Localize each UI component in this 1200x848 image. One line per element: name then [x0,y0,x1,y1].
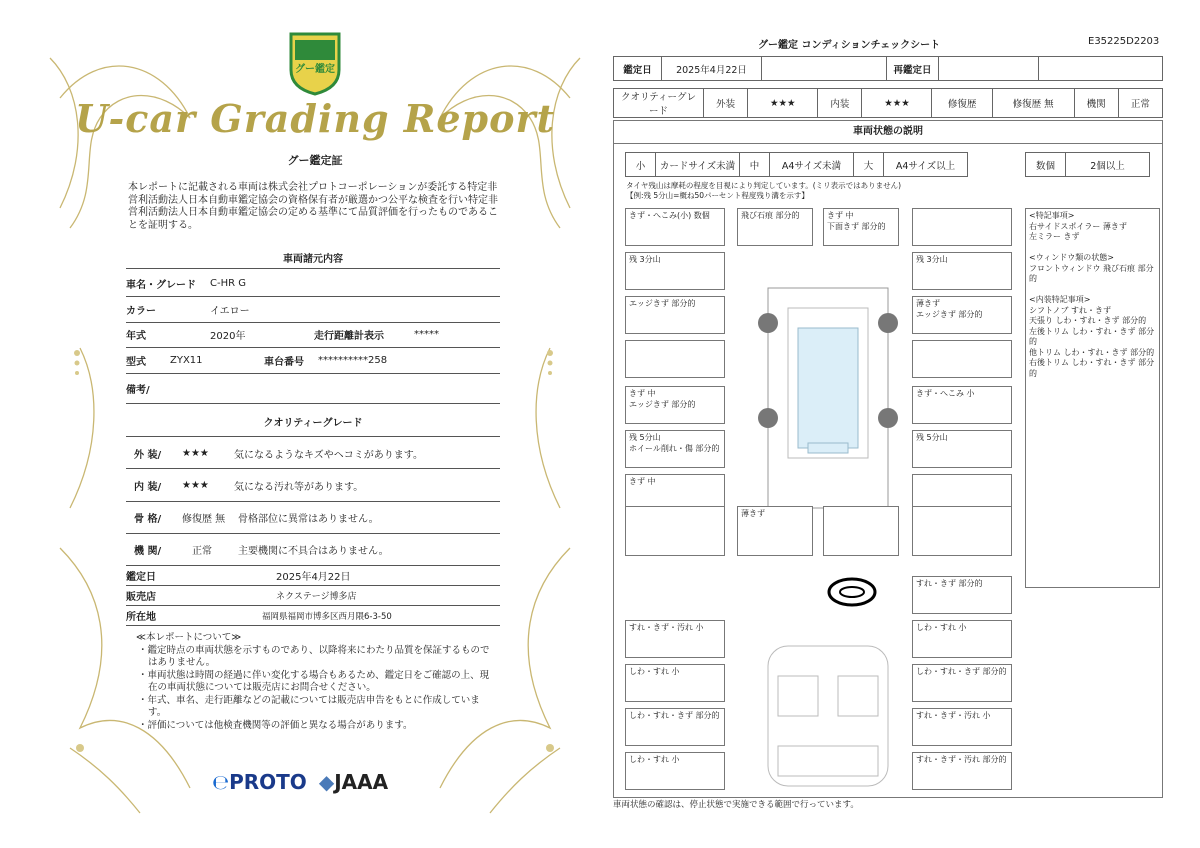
note-item: ・年式、車名、走行距離などの記載については販売店申告をもとに作成しています。 [138,694,480,718]
exterior-box [912,506,1012,556]
sheet-footer: 車両状態の確認は、停止状態で実施できる範囲で行っています。 [613,800,859,810]
exterior-box: きず・へこみ 小 [912,386,1012,424]
sheet-title: グー鑑定 コンディションチェックシート [758,40,941,51]
model-value: ZYX11 [170,355,203,366]
date-value: 2025年4月22日 [662,57,762,81]
exterior-box: 残 3分山 [912,252,1012,290]
engine-value: 正常 [192,546,212,557]
engine-label: 機関 [1074,89,1118,118]
notes-title: ≪本レポートについて≫ [136,632,242,643]
special-notes: <特記事項> 右サイドスポイラー 薄きず 左ミラー きず <ウィンドウ類の状態> フロントウィンドウ 飛び石痕 部分的 <内装特記事項> シフトノブ すれ・きず 天張り しわ・すれ・きず 部分的 左後トリム しわ・すれ・きず 部分的 他トリム しわ・すれ・きず 部分的 右後トリム しわ・すれ・きず 部分的 [1025,208,1160,588]
engine-label: 機 関/ [134,546,162,557]
intro-text: 本レポートに記載される車両は株式会社プロトコーポレーションが委託する特定非営利活動法人日本自動車鑑定協会の資格保有者が厳選かつ公平な検査を行い特定非営利活動法人日本自動車鑑定協会の定める基準にて品質評価を行ったものであることを証明する。 [128,182,498,231]
engine-value: 正常 [1118,89,1162,118]
proto-logo: ℮PROTO [212,770,307,794]
grade-row-frame [126,502,500,534]
legend-item: A4サイズ以上 [884,153,968,177]
tire-note-example: 【例:残 5分山=概ね50パーセント程度残り溝を示す】 [626,191,809,200]
legend-item: 中 [740,153,770,177]
quality-section-title: クオリティーグレード [263,418,363,429]
tire-note: タイヤ残山は摩耗の程度を目視により判定しています。(ミリ表示ではありません) [626,181,902,190]
exterior-box: 残 3分山 [625,252,725,290]
spec-row-remarks [126,374,500,404]
exterior-box: きず 中 下面きず 部分的 [823,208,899,246]
qg-label: クオリティーグレード [614,89,704,118]
state-title: 車両状態の説明 [613,120,1163,144]
date-table [613,56,1163,81]
model-label: 型式 [126,357,146,368]
color-value: イエロー [210,306,250,317]
note-item: ・鑑定時点の車両状態を示すものであり、以降将来にわたり品質を保証するものではありません。 [138,644,490,668]
ext-label: 外装 [704,89,748,118]
exterior-box [823,506,899,556]
ext-desc: 気になるようなキズやヘコミがあります。 [234,450,423,461]
int-stars: ★★★ [182,480,209,491]
shop-value: ネクステージ博多店 [276,592,357,602]
exterior-box: 飛び石痕 部分的 [737,208,813,246]
frame-value: 修復歴 無 [182,514,226,525]
legend-item: 大 [854,153,884,177]
shop-label: 販売店 [126,592,156,603]
report-notes [136,632,496,732]
grade-row-engine [126,534,500,566]
frame-desc: 骨格部位に異常はありません。 [238,514,379,525]
grade-row-interior [126,470,500,502]
spec-row-name [126,271,500,297]
interior-box: しわ・すれ・きず 部分的 [625,708,725,746]
interior-box: しわ・すれ 小 [625,664,725,702]
interior-box: すれ・きず・汚れ 部分的 [912,752,1012,790]
spec-row-color [126,297,500,323]
addr-value: 福岡県福岡市博多区西月隈6-3-50 [262,611,392,622]
note-item: ・車両状態は時間の経過に伴い変化する場合もあるため、鑑定日をご確認の上、現在の車両状態については販売店にお問合せください。 [138,669,490,693]
legend-item: 小 [626,153,656,177]
engine-desc: 主要機関に不具合はありません。 [238,546,389,557]
exterior-box: 残 5分山 ホイール削れ・傷 部分的 [625,430,725,468]
address-row [126,606,500,626]
name-label: 車名・グレード [126,280,196,291]
exterior-box: 薄きず [737,506,813,556]
int-desc: 気になる汚れ等があります。 [234,482,364,493]
emblem-text: グー鑑定 [295,64,335,75]
frame-label: 骨 格/ [134,514,162,525]
repair-value: 修復歴 無 [992,89,1074,118]
divider [126,268,500,269]
color-label: カラー [126,306,156,317]
interior-box: すれ・きず 部分的 [912,576,1012,614]
exterior-box [912,208,1012,246]
shop-row [126,586,500,606]
exterior-box: きず 中 エッジきず 部分的 [625,386,725,424]
exterior-box: 残 5分山 [912,430,1012,468]
year-label: 年式 [126,331,146,342]
grading-report [40,28,590,818]
certificate-title: グー鑑定証 [287,154,343,167]
size-legend [625,152,968,177]
condition-check-sheet [608,28,1168,818]
interior-box: しわ・すれ 小 [625,752,725,790]
repair-label: 修復歴 [932,89,992,118]
legend-item: カードサイズ未満 [656,153,740,177]
interior-box: すれ・きず・汚れ 小 [912,708,1012,746]
exterior-box [625,506,725,556]
exterior-box: エッジきず 部分的 [625,296,725,334]
int-label: 内 装/ [134,482,162,493]
note-item: ・評価については他検査機関等の評価と異なる場合があります。 [138,719,413,731]
spec-row-model [126,348,500,374]
goo-kantei-emblem [287,30,343,96]
exterior-box: きず 中 [625,474,725,512]
divider [126,436,500,437]
logos [212,770,388,794]
exterior-box [625,340,725,378]
exterior-box [912,340,1012,378]
ext-stars: ★★★ [182,448,209,459]
redate-label: 再鑑定日 [887,57,939,81]
mileage-label: 走行距離計表示 [314,331,384,342]
sheet-id: E35225D2203 [1088,36,1160,47]
remarks-label: 備考/ [126,385,150,396]
mileage-value: ***** [414,329,439,340]
addr-label: 所在地 [126,612,156,623]
ext-label: 外 装/ [134,450,162,461]
interior-box: しわ・すれ・きず 部分的 [912,664,1012,702]
spec-row-year [126,322,500,348]
grade-table [613,88,1163,118]
date-value: 2025年4月22日 [276,572,351,583]
exterior-box: 薄きず エッジきず 部分的 [912,296,1012,334]
date-row [126,566,500,586]
int-label: 内装 [818,89,862,118]
grade-row-exterior [126,439,500,469]
interior-box: しわ・すれ 小 [912,620,1012,658]
legend-item: A4サイズ未満 [770,153,854,177]
year-value: 2020年 [210,331,246,342]
car-interior-diagram [758,636,898,796]
count-value: 2個以上 [1066,153,1150,177]
report-title: U-car Grading Report [74,96,556,141]
spec-section-title: 車両諸元内容 [283,254,343,265]
car-top-diagram [758,268,898,528]
interior-box: すれ・きず・汚れ 小 [625,620,725,658]
date-label: 鑑定日 [614,57,662,81]
jaaa-logo: ◆JAAA [318,770,389,794]
int-stars: ★★★ [862,89,932,118]
name-value: C-HR G [210,278,246,289]
count-legend [1025,152,1150,177]
chassis-label: 車台番号 [264,357,304,368]
exterior-box: きず・へこみ(小) 数個 [625,208,725,246]
steering-wheel-icon [826,576,878,608]
chassis-value: **********258 [318,355,388,366]
count-label: 数個 [1026,153,1066,177]
ext-stars: ★★★ [748,89,818,118]
date-label: 鑑定日 [126,572,156,583]
